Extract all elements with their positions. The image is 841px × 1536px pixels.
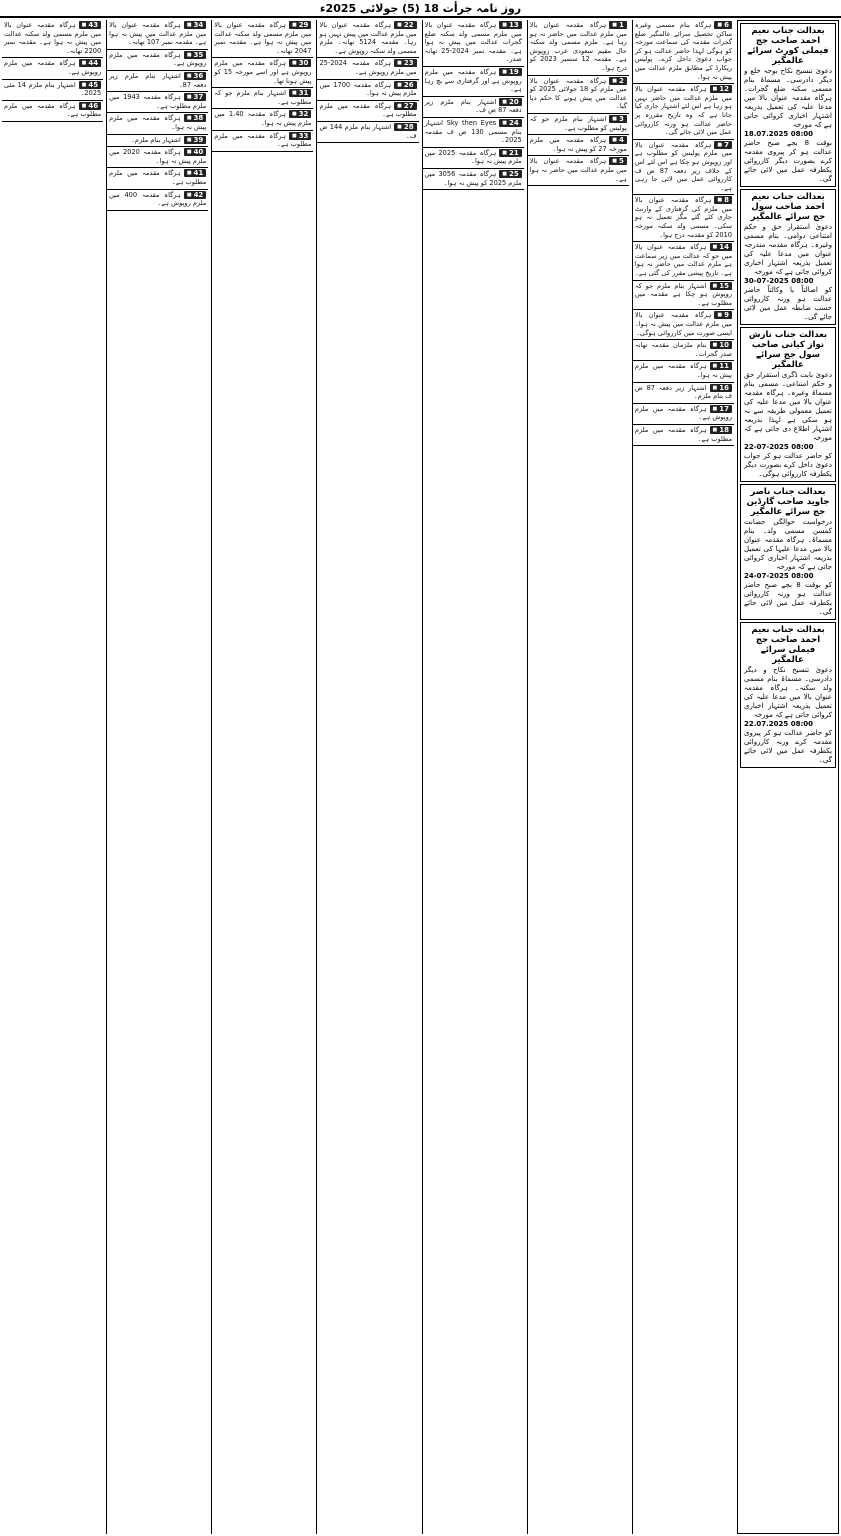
notice-item	[107, 20, 208, 50]
notice-court: بعدالت جناب ناصر جاوید صاحب گارڈین جج سرائے عالمگیر	[746, 487, 830, 517]
notice-court: بعدالت جناب نعیم احمد صاحب سول جج سرائے عالمگیر	[750, 192, 826, 222]
notice-item	[423, 148, 524, 169]
news-column	[316, 20, 418, 1534]
notice-item	[317, 20, 418, 58]
notice-tail: کو حاضر عدالت ہو کر پیروی مقدمہ کرے ورنہ کارروائی یکطرفہ عمل میں لائی جائے گی۔	[744, 729, 832, 764]
notice-item	[212, 88, 313, 109]
item-text: ہرگاہ مقدمہ عنوان بالا میں ملزم کو 18 جولائی 2025 کو عدالت میں پیش ہونے کا حکم دیا گیا۔	[529, 76, 627, 111]
item-number-badge: ■ 30	[289, 59, 311, 67]
item-text: اشتہار بنام ملزم 144 ض ف۔	[319, 122, 417, 140]
item-text: ہرگاہ مقدمہ میں ملزم مورخہ 27 کو پیش نہ ہوا۔	[529, 136, 627, 153]
notice-item	[2, 58, 103, 79]
notice-item	[633, 84, 734, 140]
notice-item	[633, 340, 734, 361]
item-text: ہرگاہ مقدمہ عنوان بالا میں ملزم پولیس کو مطلوب ہے اور روپوش ہو چکا ہے اس لئے اس کے خلاف زیر دفعہ 87 ض ف کارروائی عمل میں لائی جا رہی ہے۔	[634, 140, 732, 192]
item-text: اشتہار بنام ملزم زیر دفعہ 87۔	[109, 71, 207, 89]
item-number-badge: ■ 23	[394, 59, 416, 67]
notice-body: دعویٰ بابت ڈگری استقرار حق و حکم امتناعی۔ مسمی بنام مسماۃ وغیرہ۔ ہرگاہ مقدمہ عنوان بالا میں مدعا علیہ کی تعمیل معمولی طریقہ سے نہ ہو سکی ہے لہذا بذریعہ اشتہار اطلاع دی جاتی ہے کہ مورخہ	[744, 371, 832, 442]
item-text: ہرگاہ مقدمہ 3056 میں ملزم 2025 کو پیش نہ ہوا۔	[424, 169, 522, 187]
item-number-badge: ■ 18	[710, 426, 732, 434]
item-number-badge: ■ 40	[184, 148, 206, 156]
item-text: ہرگاہ مقدمہ میں ملزم پیش نہ ہوا۔	[634, 362, 732, 379]
item-text: ہرگاہ مقدمہ 2020 میں ملزم پیش نہ ہوا۔	[109, 148, 207, 165]
news-column	[527, 20, 629, 1534]
news-column	[632, 20, 734, 1534]
notice-item	[212, 20, 313, 58]
item-text: ہرگاہ مقدمہ میں ملزم مطلوب ہے۔	[109, 169, 207, 186]
notice-item	[423, 169, 524, 190]
item-number-badge: ■ 32	[289, 110, 311, 118]
item-number-badge: ■ 44	[79, 59, 101, 67]
item-text: اشتہار بنام ملزم جو کہ روپوش ہو چکا ہے مقدمہ میں مطلوب ہے۔	[634, 281, 732, 307]
notice-date: 22.07.2025 08:00	[744, 720, 814, 728]
item-number-badge: ■ 11	[710, 362, 732, 370]
item-number-badge: ■ 36	[184, 72, 206, 80]
notice-item	[633, 425, 734, 446]
court-notice	[740, 327, 836, 482]
notice-item	[317, 58, 418, 79]
item-number-badge: ■ 5	[609, 157, 627, 165]
item-number-badge: ■ 29	[289, 21, 311, 29]
item-text: اشتہار بنام ملزم جو کہ پولیس کو مطلوب ہے۔	[529, 114, 627, 132]
notice-item	[212, 109, 313, 130]
item-text: بنام ملزمان مقدمہ تھانہ صدر گجرات۔	[634, 341, 732, 358]
item-text: ہرگاہ مقدمہ عنوان بالا میں ملزم مسمی ولد سکنہ ضلع گجرات عدالت میں پیش نہ ہوا ہے۔ مقدمہ نمبر 2024-25 تھانہ صدر۔	[424, 21, 522, 64]
item-number-badge: ■ 26	[394, 81, 416, 89]
news-column	[106, 20, 208, 1534]
item-number-badge: ■ 39	[184, 136, 206, 144]
court-notice	[740, 484, 836, 620]
item-text: ہرگاہ مقدمہ عنوان بالا میں ملزم مسمی ولد سکنہ عدالت میں پیش نہ ہوا ہے۔ مقدمہ نمبر 2047 تھانہ۔	[214, 21, 312, 55]
item-number-badge: ■ 41	[184, 169, 206, 177]
notice-item	[2, 20, 103, 58]
item-number-badge: ■ 37	[184, 93, 206, 101]
notice-tail: کو بوقت 8 بجے صبح حاضر عدالت ہو ورنہ کارروائی یکطرفہ عمل میں لائی جائے گی۔	[744, 581, 833, 616]
notice-item	[212, 131, 313, 152]
item-text: ہرگاہ مقدمہ میں ملزم مطلوب ہے۔	[4, 101, 102, 119]
item-text: اشتہار بنام ملزم 14 مئی 2025۔	[4, 80, 102, 98]
notice-item	[212, 58, 313, 88]
item-text: ہرگاہ مقدمہ میں ملزم روپوش ہے اور اسے مورخہ 15 کو پیش ہونا تھا۔	[214, 59, 312, 85]
notice-tail: کو اصالتاً یا وکالتاً حاضر عدالت ہو ورنہ کارروائی حسب ضابطہ عمل میں لائی جائے گی۔	[744, 286, 832, 321]
item-text: ہرگاہ مقدمہ میں ملزم پیش نہ ہوا۔	[109, 114, 207, 131]
notice-item	[317, 101, 418, 122]
notice-item	[633, 140, 734, 196]
notice-item	[107, 113, 208, 134]
notice-item	[528, 20, 629, 76]
court-notice	[740, 189, 836, 325]
item-text: ہرگاہ بنام مسمی وغیرہ ساکن تحصیل سرائے عالمگیر ضلع گجرات مقدمہ کی سماعت مورخہ کو ہوگی لہذا حاضر عدالت ہو کر جواب دعویٰ داخل کرے۔ پولیس ریکارڈ کے مطابق ملزم عدالت میں پیش نہ ہوا۔	[634, 21, 732, 81]
item-text: اشتہار زیر دفعہ 87 ض ف بنام ملزم۔	[634, 383, 732, 401]
item-text: ہرگاہ مقدمہ 1.40 میں ملزم پیش نہ ہوا۔	[214, 110, 312, 127]
masthead-title: روز نامہ جرأت 18 (5) جولائی 2025ء	[319, 1, 522, 15]
notice-tail: کو حاضر عدالت ہو کر جواب دعویٰ داخل کرے بصورت دیگر یکطرفہ کارروائی ہوگی۔	[744, 452, 832, 478]
news-column	[2, 20, 103, 1534]
item-number-badge: ■ 25	[499, 170, 521, 178]
item-text: ہرگاہ مقدمہ 2024-25 میں ملزم روپوش ہے۔	[319, 59, 417, 76]
page-body	[2, 20, 839, 1534]
notice-body: دعویٰ تنسیخ نکاح و دیگر دادرسی۔ مسماۃ بنام مسمی ولد سکنہ۔ ہرگاہ مقدمہ عنوان بالا میں مدعا علیہ کی تعمیل بذریعہ اشتہار اخباری کروائی جاتی ہے کہ مورخہ	[744, 666, 832, 719]
item-number-badge: ■ 31	[289, 89, 311, 97]
item-number-badge: ■ 10	[710, 341, 732, 349]
item-number-badge: ■ 3	[609, 115, 627, 123]
notice-body: دعویٰ استقرار حق و حکم امتناعی دوامی۔ بنام مسمی وغیرہ۔ ہرگاہ مقدمہ مندرجہ عنوان میں مدعا علیہ کی تعمیل بذریعہ اشتہار اخباری کروائی جاتی ہے کہ مورخہ	[744, 223, 832, 276]
item-number-badge: ■ 46	[79, 102, 101, 110]
item-text: ہرگاہ مقدمہ 400 میں ملزم روپوش ہے۔	[109, 190, 207, 208]
notice-item	[633, 361, 734, 382]
news-column	[211, 20, 313, 1534]
notice-item	[107, 190, 208, 211]
notice-item	[317, 80, 418, 101]
court-notice	[740, 622, 836, 768]
item-number-badge: ■ 21	[499, 149, 521, 157]
item-text: ہرگاہ مقدمہ میں ملزم مطلوب ہے۔	[319, 101, 417, 119]
notice-item	[107, 50, 208, 71]
news-column	[422, 20, 524, 1534]
notice-item	[423, 118, 524, 148]
item-number-badge: ■ 22	[394, 21, 416, 29]
notice-item	[423, 97, 524, 118]
court-notices-column	[737, 20, 839, 1534]
item-number-badge: ■ 19	[499, 68, 521, 76]
notice-item	[423, 20, 524, 67]
item-number-badge: ■ 43	[79, 21, 101, 29]
notice-item	[107, 71, 208, 92]
notice-item	[528, 135, 629, 156]
notice-item	[528, 156, 629, 186]
item-text: ہرگاہ مقدمہ میں ملزم روپوش ہے۔	[4, 59, 102, 76]
item-number-badge: ■ 13	[499, 21, 521, 29]
notice-item	[528, 76, 629, 114]
item-text: ہرگاہ مقدمہ عنوان بالا میں ملزم عدالت میں حاضر نہیں ہو رہا ہے اس لئے اشتہار جاری کیا جاتا ہے کہ وہ تاریخ مقررہ پر حاضر عدالت ہو ورنہ کارروائی عمل میں لائی جائے گی۔	[634, 85, 732, 137]
notice-date: 24-07-2025 08:00	[744, 572, 814, 580]
notice-item	[633, 404, 734, 425]
item-text: ہرگاہ مقدمہ 1700 میں ملزم پیش نہ ہوا۔	[319, 80, 417, 98]
item-text: ہرگاہ مقدمہ عنوان بالا میں ملزم عدالت میں پیش نہ ہوا ہے۔ مقدمہ نمبر 107 تھانہ۔	[109, 21, 207, 47]
notice-date: 18.07.2025 08:00	[744, 130, 814, 138]
item-text: ہرگاہ مقدمہ عنوان بالا میں جو کہ عدالت میں زیر سماعت ہے ملزم عدالت میں حاضر نہ ہوا ہے۔ تاریخ پیشی مقرر کی گئی ہے۔	[634, 243, 732, 278]
item-text: اشتہار بنام ملزم زیر دفعہ 87 ض ف۔	[424, 97, 522, 115]
item-number-badge: ■ 38	[184, 114, 206, 122]
notice-item	[633, 281, 734, 311]
notice-item	[2, 80, 103, 101]
notice-item	[633, 242, 734, 280]
item-number-badge: ■ 14	[710, 243, 732, 251]
item-text: ہرگاہ مقدمہ میں ملزم مطلوب ہے۔	[634, 425, 732, 443]
item-text: اشتہار بنام ملزم۔	[131, 135, 181, 144]
notice-item	[317, 122, 418, 143]
item-number-badge: ■ 27	[394, 102, 416, 110]
notice-item	[107, 135, 208, 148]
notice-item	[633, 310, 734, 340]
notice-date: 22-07-2025 08:00	[744, 443, 814, 451]
notice-body: دعویٰ تنسیخ نکاح بوجہ خلع و دیگر دادرسی۔ مسماۃ بنام مسمی سکنہ ضلع گجرات۔ ہرگاہ مقدمہ عنوان بالا میں مدعا علیہ کی تعمیل بذریعہ اشتہار اخباری کروائی جاتی ہے کہ مورخہ	[744, 67, 832, 129]
notice-court: بعدالت جناب نعیم احمد صاحب جج فیملی سرائے عالمگیر	[751, 625, 825, 665]
notice-item	[423, 67, 524, 97]
notice-court: بعدالت جناب نازش نواز کیانی صاحب سول جج سرائے عالمگیر	[748, 330, 828, 370]
notice-body: درخواست حوالگی حضانت کمسن مسمی ولد۔ بنام مسماۃ۔ ہرگاہ مقدمہ عنوان بالا میں مدعا علیہا کی تعمیل بذریعہ اشتہار اخباری کروائی جاتی ہے کہ مورخہ	[744, 518, 832, 571]
notice-item	[633, 20, 734, 84]
item-number-badge: ■ 16	[710, 384, 732, 392]
item-text: ہرگاہ مقدمہ 2025 میں ملزم پیش نہ ہوا۔	[424, 148, 522, 166]
notice-item	[528, 114, 629, 135]
notice-item	[633, 195, 734, 242]
item-text: ہرگاہ مقدمہ میں ملزم روپوش ہے۔	[109, 50, 207, 68]
item-number-badge: ■ 15	[710, 282, 732, 290]
notice-item	[2, 101, 103, 122]
item-text: ہرگاہ مقدمہ عنوان بالا میں ملزم عدالت میں پیش نہیں ہو رہا۔ مقدمہ 5124 تھانہ۔ ملزم مسمی ولد سکنہ روپوش ہے۔	[319, 21, 417, 55]
item-number-badge: ■ 17	[710, 405, 732, 413]
item-number-badge: ■ 24	[499, 119, 521, 127]
item-text: ہرگاہ مقدمہ میں ملزم مطلوب ہے۔	[214, 131, 312, 149]
masthead	[0, 0, 841, 18]
item-number-badge: ■ 7	[714, 141, 732, 149]
notice-item	[107, 147, 208, 168]
item-number-badge: ■ 8	[714, 196, 732, 204]
item-text: ہرگاہ مقدمہ میں ملزم روپوش ہے اور گرفتاری سے بچ رہا ہے۔	[424, 67, 522, 94]
item-number-badge: ■ 42	[184, 191, 206, 199]
notice-item	[107, 168, 208, 189]
item-number-badge: ■ 9	[714, 311, 732, 319]
item-text: ہرگاہ مقدمہ عنوان بالا میں ملزم عدالت میں پیش نہ ہوا۔ ایسی صورت میں کارروائی ہوگی۔	[634, 311, 732, 337]
item-number-badge: ■ 12	[710, 85, 732, 93]
notice-court: بعدالت جناب نعیم احمد صاحب جج فیملی کورٹ سرائے عالمگیر	[747, 26, 829, 66]
item-text: اشتہار بنام ملزم جو کہ مطلوب ہے۔	[214, 89, 312, 106]
item-number-badge: ■ 2	[609, 77, 627, 85]
item-number-badge: ■ 34	[184, 21, 206, 29]
item-text: ہرگاہ مقدمہ عنوان بالا میں ملزم مسمی ولد سکنہ عدالت میں پیش نہ ہوا ہے۔ مقدمہ نمبر 2200 تھانہ۔	[4, 21, 102, 55]
item-text: ہرگاہ مقدمہ عنوان بالا میں ملزم عدالت میں حاضر نہ ہوا ہے۔	[529, 157, 627, 183]
item-text: ہرگاہ مقدمہ 1943 میں ملزم مطلوب ہے۔	[109, 93, 207, 110]
notice-item	[633, 383, 734, 404]
item-number-badge: ■ 6	[714, 21, 732, 29]
notice-item	[107, 92, 208, 113]
item-number-badge: ■ 20	[499, 98, 521, 106]
item-text: ہرگاہ مقدمہ عنوان بالا میں ملزم کی گرفتاری کے وارنٹ جاری کئے گئے مگر تعمیل نہ ہو سکی۔ مسمی ولد سکنہ مورخہ 2010 کو مقدمہ درج ہوا۔	[634, 196, 732, 239]
item-text: ہرگاہ مقدمہ عنوان بالا میں ملزم عدالت میں حاضر نہ ہو رہا ہے۔ ملزم مسمی ولد سکنہ حال مقیم سعودی عرب روپوش ہے۔ مقدمہ 12 ستمبر 2023 کو درج ہوا۔	[529, 21, 627, 72]
notice-tail: بوقت 8 بجے صبح حاضر عدالت ہو کر پیروی مقدمہ کرے بصورت دیگر کارروائی یکطرفہ عمل میں لائی جائے گی۔	[744, 139, 832, 183]
notice-date: 30-07-2025 08:00	[744, 277, 814, 285]
item-number-badge: ■ 4	[609, 136, 627, 144]
item-number-badge: ■ 28	[394, 123, 416, 131]
court-notice	[740, 23, 836, 187]
item-text: ہرگاہ مقدمہ میں ملزم روپوش ہے۔	[634, 404, 732, 422]
item-number-badge: ■ 1	[609, 21, 627, 29]
item-number-badge: ■ 45	[79, 81, 101, 89]
item-number-badge: ■ 33	[289, 132, 311, 140]
item-text: Sky then Eyes اشتہار بنام مسمی 130 ض ف مقدمہ 2025۔	[424, 118, 522, 145]
item-number-badge: ■ 35	[184, 51, 206, 59]
